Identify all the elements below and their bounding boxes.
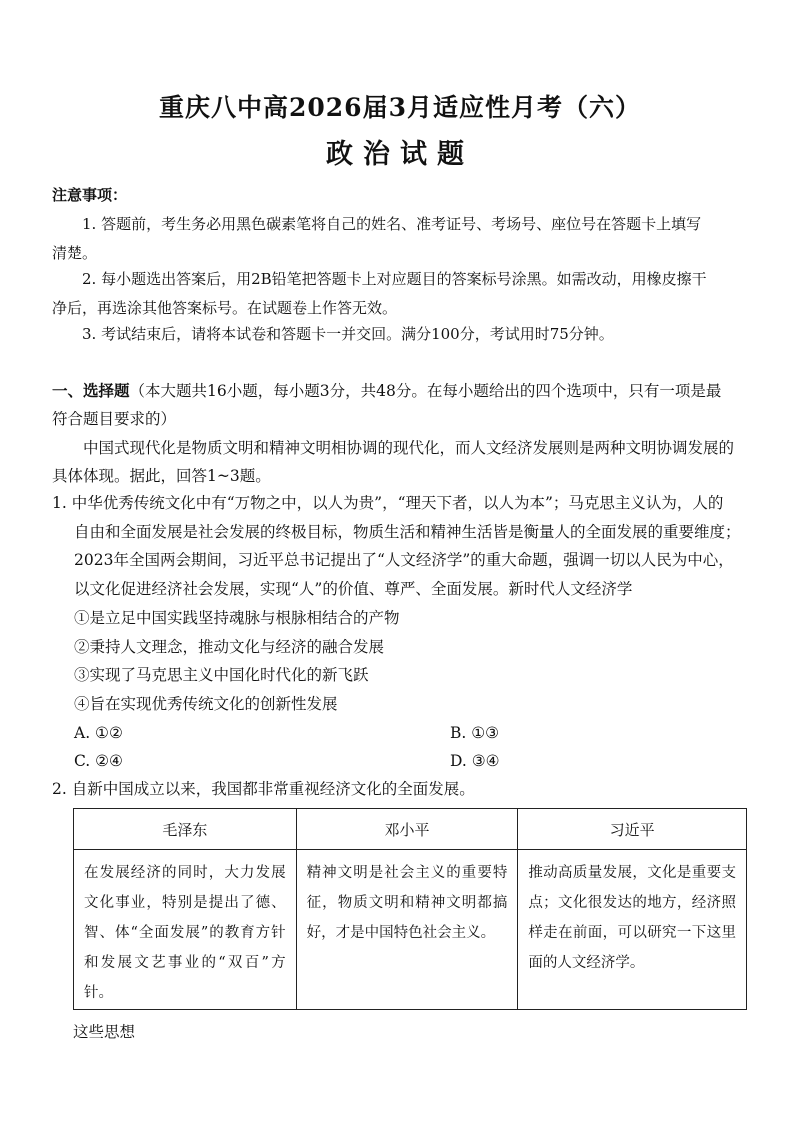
notice-heading: 注意事项： [52,186,128,204]
choice-b[interactable]: B. ①③ [450,723,500,742]
table-header-cell: 毛泽东 [74,809,297,850]
notice-line: 3. 考试结束后，请将本试卷和答题卡一并交回。满分100分，考试用时75分钟。 [82,325,614,343]
intro-line: 具体体现。据此，回答1~3题。 [52,467,271,485]
table-header-row [74,809,747,850]
section-heading: 一、选择题 [52,381,130,400]
choice-row-2 [52,747,762,775]
exam-title: 重庆八中高2026届3月适应性月考（六） [159,93,641,122]
question-1-stem-line: 以文化促进经济社会发展，实现“人”的价值、尊严、全面发展。新时代人文经济学 [74,580,633,599]
statement-1: ①是立足中国实践坚持魂脉与根脉相结合的产物 [74,608,400,627]
notice-item-2 [52,265,752,323]
section-desc-cont: 符合题目要求的） [52,410,177,428]
question-1 [52,489,762,775]
choice-d[interactable]: D. ③④ [450,751,500,770]
notice-item-1 [52,210,752,268]
statement-2: ②秉持人文理念，推动文化与经济的融合发展 [74,637,385,656]
notice-item-3 [52,320,752,349]
intro-line: 中国式现代化是物质文明和精神文明相协调的现代化，而人文经济发展则是两种文明协调发展的 [83,439,735,457]
table-cell: 推动高质量发展，文化是重要支点；文化很发达的地方，经济照样走在前面，可以研究一下这里面的人文经济学。 [518,850,747,1010]
statement-3: ③实现了马克思主义中国化时代化的新飞跃 [74,666,369,685]
question-1-stem-line: 2023年全国两会期间，习近平总书记提出了“人文经济学”的重大命题，强调一切以人民为中心， [74,551,734,570]
table-cell: 精神文明是社会主义的重要特征，物质文明和精神文明都搞好，才是中国特色社会主义。 [296,850,518,1010]
notice-line: 净后，再选涂其他答案标号。在试题卷上作答无效。 [52,299,398,317]
section-desc: （本大题共16小题，每小题3分，共48分。在每小题给出的四个选项中，只有一项是最 [129,382,722,400]
choice-a[interactable]: A. ①② [74,723,123,742]
table-row [74,850,747,1010]
leaders-thought-table [73,808,747,1010]
table-header-cell: 邓小平 [296,809,518,850]
table-cell: 在发展经济的同时，大力发展文化事业，特别是提出了德、智、体“全面发展”的教育方针和发展文艺事业的“双百”方针。 [74,850,297,1010]
choice-row-1 [52,719,762,747]
question-2-stem: 2. 自新中国成立以来，我国都非常重视经济文化的全面发展。 [52,780,475,798]
section-intro [52,434,757,490]
question-2-continuation: 这些思想 [73,1023,136,1041]
question-1-stem-line: 1. 中华优秀传统文化中有“万物之中，以人为贵”，“理天下者，以人为本”；马克思主义认为，人的 [52,494,724,512]
section-1-header [52,377,757,433]
choice-c[interactable]: C. ②④ [74,751,123,770]
table-header-cell: 习近平 [518,809,747,850]
question-1-stem-line: 自由和全面发展是社会发展的终极目标，物质生活和精神生活皆是衡量人的全面发展的重要维度； [74,522,741,541]
exam-subject: 政治试题 [326,139,474,170]
statement-4: ④旨在实现优秀传统文化的创新性发展 [74,694,338,713]
notice-line: 1. 答题前，考生务必用黑色碳素笔将自己的姓名、准考证号、考场号、座位号在答题卡上填写 [82,215,702,233]
notice-line: 2. 每小题选出答案后，用2B铅笔把答题卡上对应题目的答案标号涂黑。如需改动，用橡皮擦干 [82,270,707,288]
notice-line: 清楚。 [52,244,98,262]
